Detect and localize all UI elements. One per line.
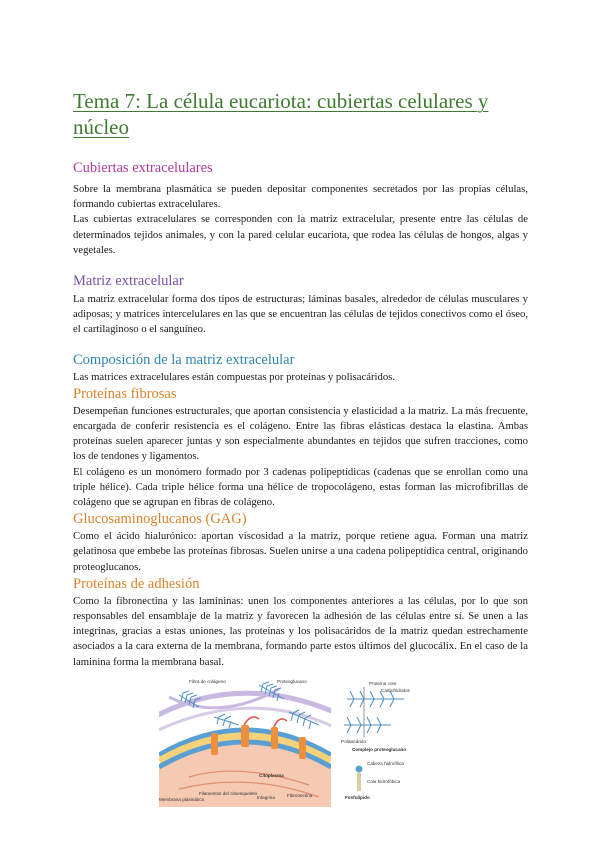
heading-fibrosas: Proteínas fibrosas [73, 385, 177, 402]
label-proteina-core: Proteína core [369, 680, 397, 686]
paragraph-fibrosas-2: El colágeno es un monómero formado por 3 cadenas polipeptídicas (cadenas que se enrollan como una triple hélice). Cada triple hélice forma una hélice de tropocolágeno, estas forman las microfibrillas de colágeno que se agrupan en fibras de colágeno. [73, 465, 528, 509]
phospholipid-head [356, 765, 363, 772]
heading-composicion: Composición de la matriz extracelular [73, 351, 295, 368]
paragraph-adhesion-1: Como la fibronectina y las lamininas: unen los componentes anteriores a las células, por lo que son responsables del ensamblaje de la matriz y favorecen la adhesión de las células entre sí. Se unen a las integrinas, gracias a estas uniones, las proteínas y los polisacáridos de la matriz quedan estrechamente asociados a la cara externa de la membrana, formando parte estos últimos del glucocálix. En el caso de la laminina forma la membrana basal. [73, 594, 528, 668]
label-carbohidratos: Carbohidratos [381, 687, 410, 693]
label-proteoglucano: Proteoglucano [277, 678, 307, 684]
document-page [73, 88, 528, 807]
integrin-protein [211, 733, 218, 755]
paragraph-matriz-1: La matriz extracelular forma dos tipos de estructuras; láminas basales, alrededor de células musculares y adiposas; y matrices intercelulares en las que se encuentran las células de tejidos conectivos como el óseo, el cartilaginoso o el sanguíneo. [73, 293, 528, 336]
label-fibronectina: Fibronectina [287, 792, 313, 798]
label-colageno: Fibra de colágeno [189, 678, 226, 684]
paragraph-composicion-1: Las matrices extracelulares están compuestas por proteínas y polisacáridos. [73, 370, 395, 383]
label-filamentos: Filamentos del citoesqueleto [199, 790, 258, 796]
page-title: Tema 7: La célula eucariota: cubiertas celulares y núcleo [73, 89, 489, 139]
heading-gag: Glucosaminoglucanos (GAG) [73, 511, 247, 528]
label-fosfolipido: Fosfolípido [345, 794, 370, 800]
label-complejo: Complejo proteoglucano [352, 746, 407, 752]
heading-matriz: Matriz extracelular [73, 273, 184, 290]
heading-adhesion: Proteínas de adhesión [73, 575, 200, 592]
collagen-fiber [159, 693, 334, 717]
label-cabeza: Cabeza hidrofílica [367, 760, 404, 766]
phospholipid-tail [358, 773, 360, 791]
matrix-diagram-svg [159, 677, 414, 807]
paragraph-gag-1: Como el ácido hialurónico: aportan viscosidad a la matriz, porque retiene agua. Forman una matriz gelatinosa que embebe las proteínas fibrosas. Suelen unirse a una cadena polipeptídica central, originando proteoglucanos. [73, 530, 528, 573]
proteoglycan-complex [344, 687, 404, 737]
label-citoplasma: Citoplasma [259, 772, 284, 778]
label-membrana: Membrana plasmática [159, 796, 205, 802]
label-cola: Cola hidrofóbica [367, 778, 401, 784]
label-integrina: Integrina [257, 794, 275, 800]
paragraph-cubiertas-2: Las cubiertas extracelulares se corresponden con la matriz extracelular, presente entre las células de determinados tejidos animales, y con la pared celular eucariota, que rodea las células de hongos, algas y vegetales. [73, 213, 528, 256]
heading-cubiertas: Cubiertas extracelulares [73, 160, 213, 176]
label-polisacarido: Polisacárido [341, 738, 367, 744]
paragraph-cubiertas-1: Sobre la membrana plasmática se pueden depositar componentes secretados por las propias células, formando cubiertas extracelulares. [73, 183, 528, 211]
matrix-diagram [159, 677, 414, 807]
fibronectin [244, 717, 259, 725]
paragraph-fibrosas-1: Desempeñan funciones estructurales, que aportan consistencia y elasticidad a la matriz. La más frecuente, encargada de conferir resistencia es el colágeno. Entre las fibras elásticas destaca la elastina. Ambas proteínas suelen aparecer juntas y son especialmente abundantes en tejidos que sufren tracciones, como los de tendones y ligamentos. [73, 404, 528, 463]
